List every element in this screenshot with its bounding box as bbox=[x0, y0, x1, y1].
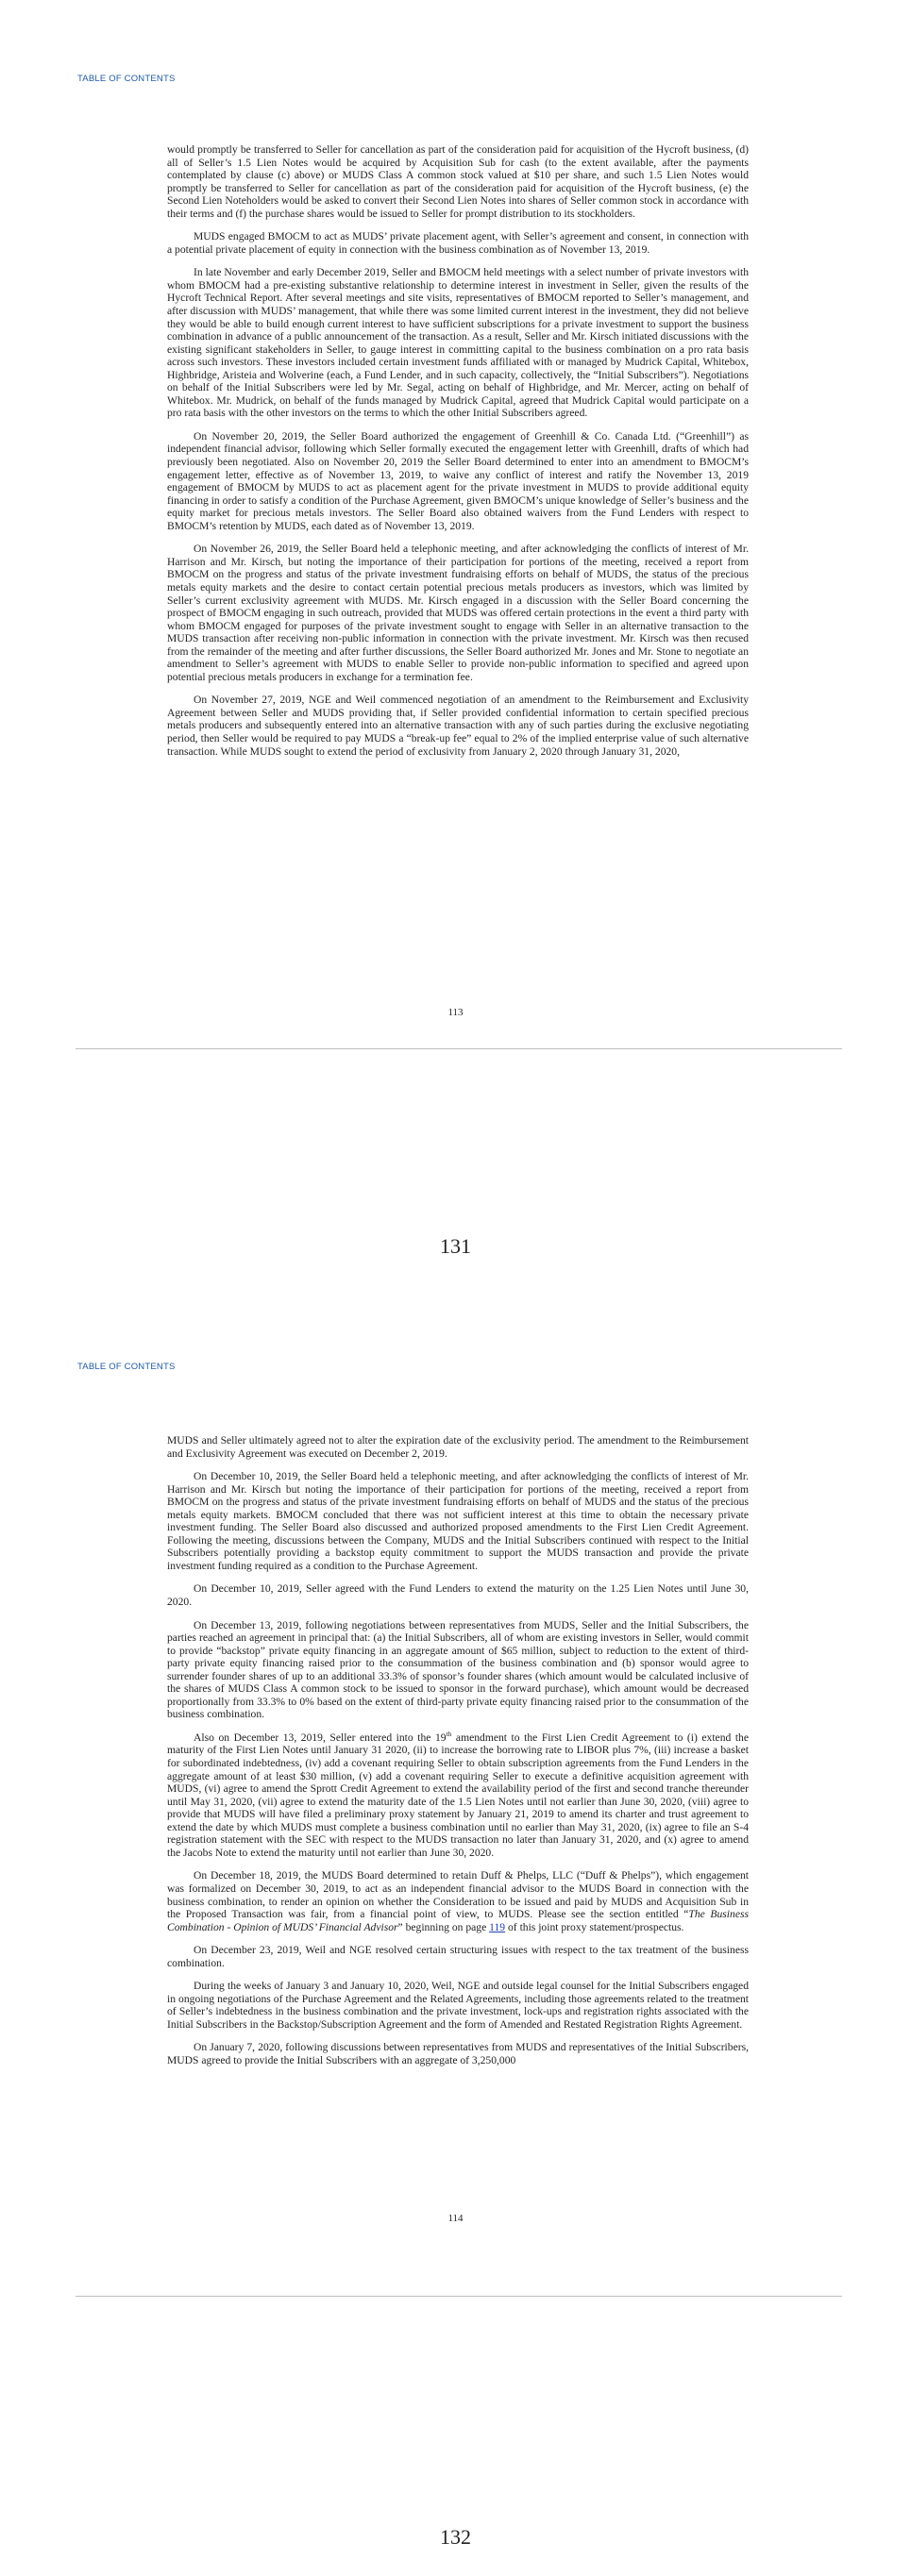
paragraph: On December 23, 2019, Weil and NGE resolved certain structuring issues with respect to the tax treatment of the business combination. bbox=[167, 1944, 749, 1969]
page-number: 113 bbox=[447, 1007, 464, 1018]
superscript: th bbox=[446, 1730, 452, 1739]
paragraph: On December 10, 2019, the Seller Board held a telephonic meeting, and after acknowledging the conflicts of interest of Mr. Harrison and Mr. Kirsch but noting the importance of their participation for portions of the meeting, received a report from BMOCM on the progress and status of the private investment fundraising efforts on behalf of MUDS and the status of the precious metals equity markets. BMOCM concluded that there was not sufficient interest at this time to obtain the necessary private investment funding. The Seller Board also discussed and authorized proposed amendments to the First Lien Credit Agreement. Following the meeting, discussions between the Company, MUDS and the Initial Subscribers continued with respect to the Initial Subscribers potentially providing a backstop equity commitment to support the MUDS transaction and provide the private investment funding required as a condition to the Purchase Agreement. bbox=[167, 1470, 749, 1572]
paragraph: On December 13, 2019, following negotiations between representatives from MUDS, Seller and the Initial Subscribers, the parties reached an agreement in principal that: (a) the Initial Subscribers, all of whom are existing investors in Seller, would commit to provide “backstop” private equity financing in an aggregate amount of $65 million, subject to reduction to the extent of third-party private equity financing raised prior to the consummation of the business combination and (b) sponsor would agree to surrender founder shares of up to an additional 33.3% of sponsor’s founder shares (which amount would be calculated inclusive of the shares of MUDS Class A common stock to be issued to sponsor in the forward purchase), which amount would be decreased proportionally from 33.3% to 0% based on the extent of third-party private equity financing raised prior to the consummation of the business combination. bbox=[167, 1618, 749, 1721]
text: Also on December 13, 2019, Seller entered into the 19 bbox=[194, 1731, 447, 1744]
paragraph: On November 20, 2019, the Seller Board authorized the engagement of Greenhill & Co. Canada Ltd. (“Greenhill”) as independent financial advisor, following which Seller formally executed the engagement letter with Greenhill, drafts of which had previously been negotiated. Also on November 20, 2019 the Seller Board determined to enter into an amendment to BMOCM’s engagement letter, effective as of November 13, 2019, to waive any conflict of interest and ratify the November 13, 2019 engagement of BMOCM by MUDS to act as placement agent for the private investment in MUDS to provide additional equity financing in order to satisfy a condition of the Purchase Agreement, given BMOCM’s unique knowledge of Seller’s business and the equity market for precious metals investors. The Seller Board also obtained waivers from the Fund Lenders with respect to BMOCM’s retention by MUDS, each dated as of November 13, 2019. bbox=[167, 429, 749, 532]
page-number-large: 132 bbox=[440, 2525, 471, 2549]
section-title-italic: The Business Combination - Opinion of MUDS’ Financial Advisor bbox=[167, 1908, 749, 1933]
paragraph: would promptly be transferred to Seller for cancellation as part of the consideration paid for acquisition of the Hycroft business, (d) all of Seller’s 1.5 Lien Notes would be acquired by Acquisition Sub for cash (to the extent available, after the payments contemplated by clause (c) above) or MUDS Class A common stock valued at $10 per share, and such 1.5 Lien Notes would promptly be transferred to Seller for cancellation as part of the consideration paid for acquisition of the Hycroft business, (e) the Second Lien Noteholders would be asked to convert their Second Lien Notes into shares of Seller common stock in accordance with their terms and (f) the purchase shares would be issued to Seller for prompt distribution to its stockholders. bbox=[167, 143, 749, 220]
page-reference-link[interactable]: 119 bbox=[489, 1920, 506, 1933]
page-number-large: 131 bbox=[440, 1234, 471, 1258]
table-of-contents-link[interactable]: TABLE OF CONTENTS bbox=[77, 74, 176, 84]
text: of this joint proxy statement/prospectus. bbox=[505, 1920, 684, 1933]
paragraph: During the weeks of January 3 and January 10, 2020, Weil, NGE and outside legal counsel for the Initial Subscribers engaged in ongoing negotiations of the Purchase Agreement and the Related Agreements, including those agreements related to the treatment of Seller’s indebtedness in the business combination and the private investment, lock-ups and registration rights associated with the Initial Subscribers in the Backstop/Subscription Agreement and the form of Amended and Restated Registration Rights Agreement. bbox=[167, 1980, 749, 2031]
page-divider bbox=[76, 2296, 842, 2297]
paragraph: MUDS engaged BMOCM to act as MUDS’ private placement agent, with Seller’s agreement and consent, in connection with a potential private placement of equity in connection with the business combination as of November 13, 2019. bbox=[167, 230, 749, 256]
paragraph bbox=[167, 1869, 749, 1933]
page-114-body bbox=[167, 1434, 749, 2078]
paragraph: On January 7, 2020, following discussions between representatives from MUDS and representatives of the Initial Subscribers, MUDS agreed to provide the Initial Subscribers with an aggregate of 3,250,000 bbox=[167, 2041, 749, 2066]
paragraph: MUDS and Seller ultimately agreed not to alter the expiration date of the exclusivity period. The amendment to the Reimbursement and Exclusivity Agreement was executed on December 2, 2019. bbox=[167, 1434, 749, 1460]
text: On December 18, 2019, the MUDS Board determined to retain Duff & Phelps, LLC (“Duff & Phelps”), which engagement was formalized on December 30, 2019, to act as an independent financial advisor to the MUDS Board in connection with the business combination, to render an opinion on whether the Consideration to be issued and paid by MUDS and Acquisition Sub in the Proposed Transaction was fair, from a financial point of view, to MUDS. Please see the section entitled “ bbox=[167, 1869, 749, 1921]
text: amendment to the First Lien Credit Agreement to (i) extend the maturity of the First Lien Notes until January 31 2020, (ii) to increase the borrowing rate to LIBOR plus 7%, (iii) increase a basket for subordinated indebtedness, (iv) add a covenant requiring Seller to obtain subscription agreements from the Fund Lenders in the aggregate amount of at least $30 million, (v) add a covenant requiring Seller to execute a definitive acquisition agreement with MUDS, (vi) agree to amend the Sprott Credit Agreement to extend the availability period of the first and second tranche thereunder until May 31, 2020, (vii) agree to extend the maturity date of the 1.5 Lien Notes until not earlier than June 30, 2020, (viii) agree to provide that MUDS will have filed a preliminary proxy statement by January 21, 2019 to amend its charter and trust agreement to extend the date by which MUDS must complete a business combination until no earlier than May 31, 2020, (ix) agree to file an S-4 registration statement with the SEC with respect to the MUDS transaction no later than January 31, 2020, and (x) agree to amend the Jacobs Note to extend the maturity until not earlier than June 30, 2020. bbox=[167, 1731, 750, 1859]
page-divider bbox=[76, 1048, 842, 1049]
paragraph bbox=[167, 1731, 749, 1859]
table-of-contents-link[interactable]: TABLE OF CONTENTS bbox=[77, 1362, 176, 1372]
page-number: 114 bbox=[447, 2213, 464, 2224]
paragraph: On November 27, 2019, NGE and Weil commenced negotiation of an amendment to the Reimbursement and Exclusivity Agreement between Seller and MUDS providing that, if Seller provided confidential information to certain specified precious metals producers and subsequently entered into an alternative transaction with any of such parties during the exclusive negotiating period, then Seller would be required to pay MUDS a “break-up fee” equal to 2% of the implied enterprise value of such alternative transaction. While MUDS sought to extend the period of exclusivity from January 2, 2020 through January 31, 2020, bbox=[167, 694, 749, 758]
page-113-body bbox=[167, 143, 749, 768]
paragraph: In late November and early December 2019, Seller and BMOCM held meetings with a select number of private investors with whom BMOCM had a pre-existing substantive relationship to determine interest in investment in Seller, given the results of the Hycroft Technical Report. After several meetings and site visits, representatives of BMOCM reported to Seller’s management, and after discussion with MUDS’ management, that while there was some limited current interest in the investment, they did not believe they would be able to build enough current interest to have sufficient subscriptions for a private investment to support the business combination in advance of a public announcement of the transaction. As a result, Seller and Mr. Kirsch initiated discussions with the existing significant stakeholders in Seller, to gauge interest in committing capital to the business combination on a pro rata basis across such investors. These investors included certain investment funds affiliated with or managed by Mudrick Capital, Whitebox, Highbridge, Aristeia and Wolverine (each, a Fund Lender, and in such capacity, collectively, the “Initial Subscribers”). Negotiations on behalf of the Initial Subscribers were led by Mr. Segal, acting on behalf of Highbridge, and Mr. Mercer, acting on behalf of Whitebox. Mr. Mudrick, on behalf of the funds managed by Mudrick Capital, agreed that Mudrick Capital would participate on a pro rata basis with the other investors on the terms to which the other Initial Subscribers agreed. bbox=[167, 266, 749, 420]
text: ” beginning on page bbox=[397, 1920, 490, 1933]
paragraph: On December 10, 2019, Seller agreed with the Fund Lenders to extend the maturity on the 1.25 Lien Notes until June 30, 2020. bbox=[167, 1582, 749, 1609]
paragraph: On November 26, 2019, the Seller Board held a telephonic meeting, and after acknowledging the conflicts of interest of Mr. Harrison and Mr. Kirsch, but noting the importance of their participation for portions of the meeting, received a report from BMOCM on the progress and status of the private investment fundraising efforts on behalf of MUDS, the status of the precious metals equity markets and the desire to contact certain potential precious metals producers as investors, which was limited by Seller’s current exclusivity agreement with MUDS. Mr. Kirsch engaged in a discussion with the Seller Board concerning the prospect of BMOCM engaging in such outreach, provided that MUDS was offered certain protections in the event a third party with whom BMOCM engaged for purposes of the private investment sought to engage with Seller in an alternative transaction to the MUDS transaction after receiving non-public information in connection with the private investment. Mr. Kirsch was then recused from the remainder of the meeting and after further discussions, the Seller Board authorized Mr. Jones and Mr. Stone to negotiate an amendment to Seller’s agreement with MUDS to enable Seller to provide non-public information to specified and agreed upon potential precious metals producers in exchange for a termination fee. bbox=[167, 543, 749, 683]
